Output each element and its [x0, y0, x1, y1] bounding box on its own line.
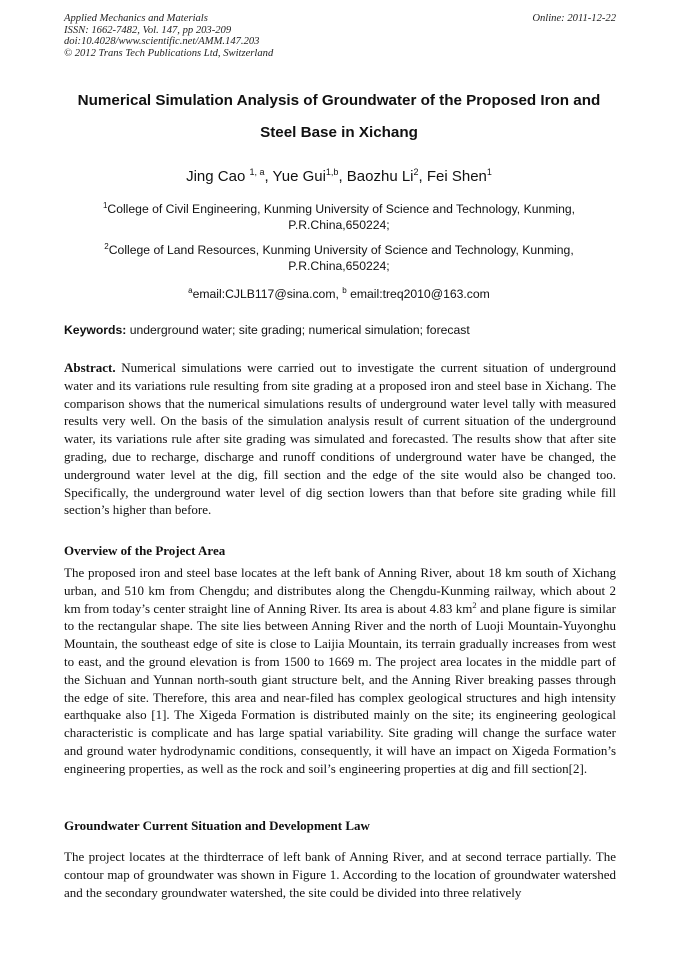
affiliation-2 — [80, 242, 598, 274]
affiliation-1 — [80, 201, 598, 233]
affiliation-text: College of Civil Engineering, Kunming University of Science and Technology, Kunming, P.R.China,650224; — [107, 202, 576, 232]
keywords-label: Keywords: — [64, 323, 127, 337]
paper-title-line-1: Numerical Simulation Analysis of Groundwater of the Proposed Iron and — [77, 92, 601, 109]
author-name: Jing Cao — [186, 168, 246, 185]
author-name: Baozhu Li — [346, 168, 414, 185]
author-affiliation-mark: 1 — [486, 167, 492, 177]
abstract-label: Abstract. — [64, 360, 116, 375]
section-body-groundwater: The project locates at the thirdterrace of left bank of Anning River, and at second terrace partially. The contour map of groundwater was shown in Figure 1. According to the location of groundwater watershed and the secondary groundwater watershed, the site could be divided into three relatively — [64, 849, 616, 900]
email-mark: b — [342, 286, 347, 295]
email-line — [80, 286, 598, 302]
author-list — [40, 168, 638, 185]
keywords-text: underground water; site grading; numerical simulation; forecast — [126, 323, 470, 337]
online-date: Online: 2011-12-22 — [532, 13, 616, 24]
running-header — [64, 13, 616, 59]
affiliation-mark: 1 — [102, 201, 108, 210]
affiliation-mark: 2 — [104, 242, 109, 251]
superscript: 2 — [472, 599, 477, 610]
abstract — [64, 359, 616, 519]
keywords — [64, 323, 616, 337]
email-b[interactable]: email:treq2010@163.com — [346, 287, 490, 301]
author-affiliation-mark: 1, a — [249, 167, 265, 177]
body-text: and plane figure is similar to the rectangular shape. The site lies between Anning River and the north of Luoji Mountain-Yuyonghu Mountain, the southeast edge of site is close to Laijia Mountain, its terrain gradually increases from west to east, and the ground elevation is from 1500 to 1669 m. The project area locates in the middle part of the Sichuan and Yunnan north-south giant structure belt, and the Anning River breaking passes through the edge of site. Therefore, this area and near-filed has complex geological structures and high intensity earthquake also [1]. The Xigeda Formation is distributed mainly on the site; its engineering geological characteristic is complicate and has large spatial variability. Site grading will change the surface water and ground water hydrodynamic conditions, consequently, it will have an impact on Xigeda Formation’s engineering properties, as well as the rock and soil’s engineering properties at dig and fill section[2]. — [64, 600, 616, 776]
author-name: Fei Shen — [426, 168, 487, 185]
doi-line[interactable]: doi:10.4028/www.scientific.net/AMM.147.203 — [64, 36, 260, 48]
author-name: Yue Gui — [272, 168, 326, 185]
issn-line: ISSN: 1662-7482, Vol. 147, pp 203-209 — [64, 24, 232, 36]
author-separator: , — [264, 168, 273, 185]
author-affiliation-mark: 2 — [413, 167, 419, 177]
email-mark: a — [188, 286, 193, 295]
email-a[interactable]: email:CJLB117@sina.com, — [192, 287, 343, 301]
author-affiliation-mark: 1,b — [325, 167, 339, 177]
section-heading-groundwater: Groundwater Current Situation and Development Law — [64, 818, 370, 833]
journal-name: Applied Mechanics and Materials — [64, 13, 208, 24]
author-separator: , — [418, 168, 427, 185]
author-separator: , — [338, 168, 347, 185]
section-heading-overview: Overview of the Project Area — [64, 543, 226, 558]
section-body-overview — [64, 564, 616, 778]
body-text: The proposed iron and steel base locates at the left bank of Anning River, about 18 km south of Xichang urban, and 510 km from Chengdu; and distributes along the Chengdu-Kunming railway, which about 2 km from today’s center straight line of Anning River. Its area is about 4.83 km — [64, 565, 616, 616]
abstract-text: Numerical simulations were carried out to investigate the current situation of underground water and its variations rule resulting from site grading at a proposed iron and steel base in Xichang. The comparison shows that the numerical simulations results of underground water level tally with measured results very well. On the basis of the simulation analysis result of current situation of the underground water, its variations rule after site grading was simulated and forecasted. The results show that after site grading, due to recharge, discharge and runoff conditions of underground water have be changed, the underground water level at the dig, fill section and the edge of the site would also be changed too. Specifically, the underground water level of dig section lowers than that before site grading while fill section’s higher than before. — [64, 360, 616, 518]
copyright-line: © 2012 Trans Tech Publications Ltd, Switzerland — [64, 47, 274, 59]
affiliation-text: College of Land Resources, Kunming University of Science and Technology, Kunming, P.R.China,650224; — [108, 243, 574, 273]
paper-title-line-2: Steel Base in Xichang — [260, 124, 418, 141]
